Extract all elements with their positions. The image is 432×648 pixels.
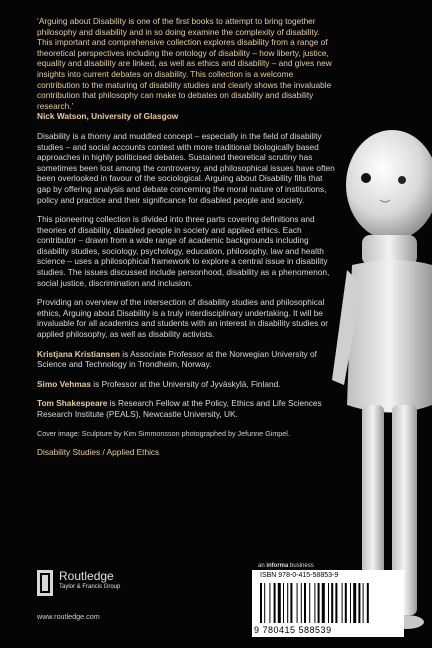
editor-bio-text: is Research Fellow at the Policy, Ethics and Life Sciences Research Institute (PEALS), Newcastle University, UK. xyxy=(37,398,322,419)
editor-bio-3 xyxy=(37,398,337,419)
barcode-bar xyxy=(342,583,343,623)
cover-credit: Cover image: Sculpture by Kim Simmonsson photographed by Jefunne Gimpel. xyxy=(37,428,290,438)
barcode-bars-icon xyxy=(258,583,398,623)
barcode-bar xyxy=(363,583,364,623)
isbn-label: ISBN 978-0-415-58853-9 xyxy=(260,572,339,579)
barcode-bar xyxy=(304,583,306,623)
barcode-bar xyxy=(264,583,265,623)
editor-name: Tom Shakespeare xyxy=(37,398,108,409)
description-paragraph-1: Disability is a thorny and muddled concept – especially in the field of disability studies – and social accounts contest with more traditional biologically based approaches in highly politicised debates. Sustained theoretical scrutiny has sometimes been lost among the controversy, and philosophical issues have often been overlooked in favour of the sociological. Arguing about Disability fills that gap by offering analysis and debate concerning the moral nature of institutions, policy and practice and their significance for disabled people and society. xyxy=(37,130,335,205)
barcode-bar xyxy=(287,583,288,623)
publisher-name: Routledge xyxy=(59,569,114,583)
barcode-bar xyxy=(283,583,284,623)
endorsement-quote xyxy=(37,16,337,122)
barcode-bar xyxy=(269,583,270,623)
editor-bio-2 xyxy=(37,379,337,390)
informa-brand: informa xyxy=(266,563,289,569)
editor-bio-text: is Associate Professor at the Norwegian University of Science and Technology in Trondheim, Norway. xyxy=(37,348,317,370)
barcode-bar xyxy=(314,583,315,623)
barcode-bar xyxy=(358,583,360,623)
barcode-bar xyxy=(322,583,325,623)
barcode-bar xyxy=(260,583,262,623)
cover-text xyxy=(37,16,337,458)
barcode-bar xyxy=(278,583,281,623)
barcode-bar xyxy=(331,583,333,623)
barcode-bar xyxy=(318,583,320,623)
quote-attribution: Nick Watson, University of Glasgow xyxy=(37,111,179,122)
quote-text: ‘Arguing about Disability is one of the first books to attempt to bring together philosophy and disability and in so doing examine the complexity of disability. This important and comprehensive collection explores disability from a range of theoretical perspectives including the ontology of disability – how liberty, justice, equality and disability are linked, as well as ethics and disability – and gives new insights into current debates on disability. This collection is a welcome contribution to the maturing of disability studies and clearly shows the invaluable contribution that philosophy can make to debates on disability and disability research.’ xyxy=(37,16,332,111)
editor-name: Kristjana Kristiansen xyxy=(37,348,120,359)
isbn-barcode xyxy=(252,570,404,637)
barcode-bar xyxy=(367,583,369,623)
barcode-bar xyxy=(350,583,351,623)
barcode-bar xyxy=(290,583,292,623)
publisher-url: www.routledge.com xyxy=(37,612,100,621)
routledge-logo-icon xyxy=(37,570,53,596)
barcode-bar xyxy=(345,583,347,623)
editor-bio-1 xyxy=(37,349,337,370)
description-paragraph-3: Providing an overview of the intersection of disability studies and philosophical ethics, Arguing about Disability is a truly interdisciplinary undertaking. It will be invaluable for all academics and students with an interest in disability studies or applied philosophy, as well as disability activists. xyxy=(37,297,329,340)
barcode-bar xyxy=(301,583,302,623)
publisher-block xyxy=(37,570,120,596)
barcode-bar xyxy=(353,583,356,623)
publisher-group: Taylor & Francis Group xyxy=(59,584,121,590)
editor-bio-text: is Professor at the University of Jyväskylä, Finland. xyxy=(90,378,281,389)
informa-prefix: an xyxy=(258,563,267,569)
barcode-bar xyxy=(274,583,276,623)
publisher-text xyxy=(59,570,120,591)
barcode-bar xyxy=(335,583,337,623)
description-paragraph-2: This pioneering collection is divided into three parts covering definitions and theories of disability, disabled people in society and applied ethics. Each contributor – drawn from a wide range of academic backgrounds including disability studies, sociology, psychology, education, philosophy, law and health science – uses a philosophical framework to explore a central issue in disability studies. The issues discussed include personhood, disability as a phenomenon, social justice, discrimination and inclusion. xyxy=(37,214,330,288)
isbn-number: 9 780415 588539 xyxy=(254,625,332,635)
informa-tag xyxy=(258,563,314,569)
informa-suffix: business xyxy=(288,563,314,569)
barcode-bar xyxy=(328,583,329,623)
editor-name: Simo Vehmas xyxy=(37,378,91,389)
barcode-bar xyxy=(297,583,298,623)
subject-categories: Disability Studies / Applied Ethics xyxy=(37,447,160,458)
barcode-bar xyxy=(309,583,310,623)
